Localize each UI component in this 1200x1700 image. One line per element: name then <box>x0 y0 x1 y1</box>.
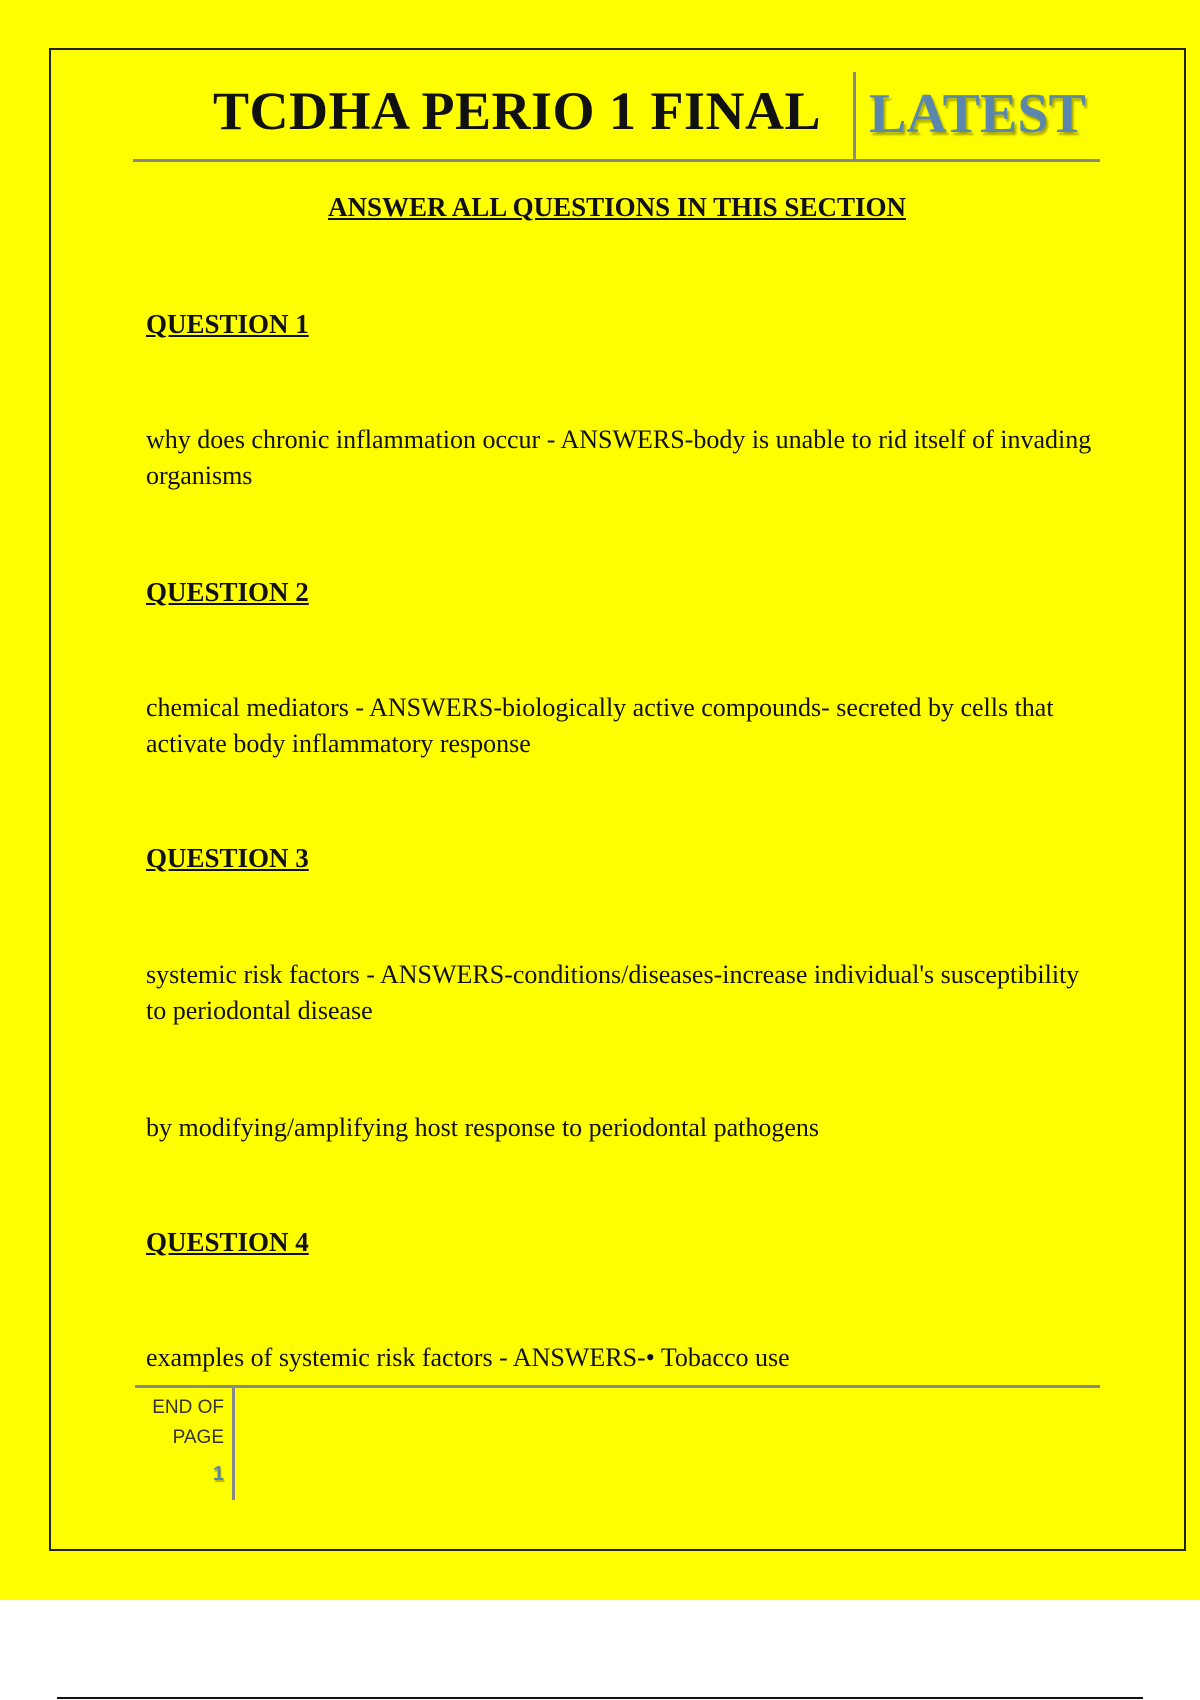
question-2-label: QUESTION 2 <box>146 577 309 607</box>
footer-end-line-1: END OF <box>152 1397 224 1418</box>
section-heading: ANSWER ALL QUESTIONS IN THIS SECTION <box>328 192 906 222</box>
title-tag: LATEST <box>869 83 1086 145</box>
next-page-divider <box>57 1697 1143 1699</box>
question-1-label: QUESTION 1 <box>146 309 309 339</box>
footer-end-of-page <box>140 1393 224 1453</box>
question-3-text-continued: by modifying/amplifying host response to periodontal pathogens <box>146 1113 820 1142</box>
question-3-label: QUESTION 3 <box>146 843 309 873</box>
question-4-label: QUESTION 4 <box>146 1227 309 1257</box>
question-1-text: why does chronic inflammation occur - ANSWERS-body is unable to rid itself of invading organisms <box>146 425 1092 490</box>
footer-divider <box>135 1385 1100 1388</box>
document-title: TCDHA PERIO 1 FINAL <box>213 81 822 141</box>
title-divider <box>853 72 856 162</box>
footer-vertical-divider <box>232 1388 235 1500</box>
page-number: 1 <box>212 1463 224 1485</box>
question-3-text: systemic risk factors - ANSWERS-conditions/diseases-increase individual's susceptibility to periodontal disease <box>146 960 1080 1025</box>
question-4-text: examples of systemic risk factors - ANSWERS-• Tobacco use <box>146 1343 790 1372</box>
page-border <box>49 48 1186 1551</box>
title-bar <box>133 72 1100 162</box>
question-2-text: chemical mediators - ANSWERS-biologically active compounds- secreted by cells that activate body inflammatory response <box>146 693 1054 758</box>
footer-end-line-2: PAGE <box>172 1427 224 1448</box>
